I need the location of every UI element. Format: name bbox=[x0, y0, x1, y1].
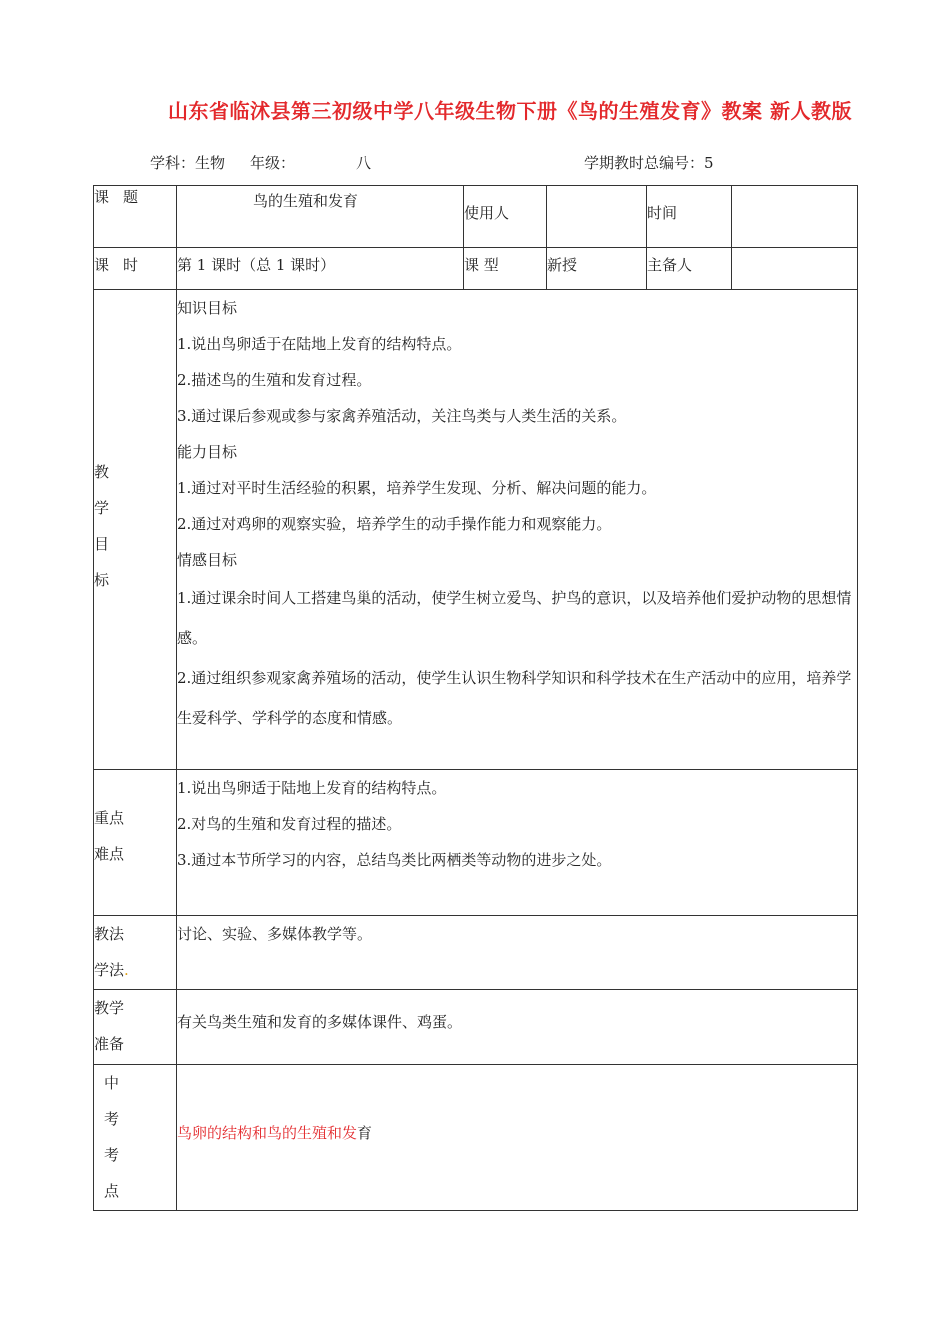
exam-label: 中 考 考 点 bbox=[94, 1065, 177, 1211]
methods-content bbox=[177, 916, 858, 990]
topic-value: 鸟的生殖和发育 bbox=[249, 190, 362, 211]
type-value: 新授 bbox=[547, 248, 647, 290]
row-topic bbox=[94, 186, 858, 248]
objective-item: 1.说出鸟卵适于在陆地上发育的结构特点。 bbox=[177, 335, 462, 353]
keypoints-content bbox=[177, 770, 858, 916]
owner-label: 主备人 bbox=[647, 248, 732, 290]
grade-value: 八 bbox=[356, 154, 372, 172]
keypoint-item: 3.通过本节所学习的内容，总结鸟类比两栖类等动物的进步之处。 bbox=[177, 851, 612, 869]
objective-item: 2.通过组织参观家禽养殖场的活动，使学生认识生物科学知识和科学技术在生产活动中的应用，培养学生爱科学、学科学的态度和情感。 bbox=[177, 669, 852, 727]
grade-label: 年级： bbox=[250, 154, 296, 172]
methods-label: 教法 学法. bbox=[94, 916, 177, 990]
document-title: 山东省临沭县第三初级中学八年级生物下册《鸟的生殖发育》教案 新人教版 bbox=[168, 99, 852, 123]
objective-item: 2.通过对鸡卵的观察实验，培养学生的动手操作能力和观察能力。 bbox=[177, 515, 612, 533]
objectives-label: 教 学 目 标 bbox=[94, 290, 177, 770]
lesson-number: 学期教时总编号：5 bbox=[584, 154, 714, 172]
objective-item: 2.描述鸟的生殖和发育过程。 bbox=[177, 371, 372, 389]
row-methods bbox=[94, 916, 858, 990]
hours-label: 课时 bbox=[94, 248, 177, 290]
preparation-label: 教学 准备 bbox=[94, 990, 177, 1065]
objective-heading: 情感目标 bbox=[177, 551, 238, 569]
keypoint-item: 2.对鸟的生殖和发育过程的描述。 bbox=[177, 815, 402, 833]
keypoint-item: 1.说出鸟卵适于陆地上发育的结构特点。 bbox=[177, 779, 447, 797]
topic-label: 课题 bbox=[94, 186, 177, 248]
row-keypoints bbox=[94, 770, 858, 916]
topic-cell bbox=[177, 186, 464, 248]
owner-value bbox=[732, 248, 858, 290]
objectives-content bbox=[177, 290, 858, 770]
lesson-plan-table bbox=[93, 185, 858, 1211]
row-exam bbox=[94, 1065, 858, 1211]
type-label: 课 型 bbox=[464, 248, 547, 290]
methods-text: 讨论、实验、多媒体教学等。 bbox=[177, 925, 373, 943]
time-value bbox=[732, 186, 858, 248]
subject-label: 学科：生物 bbox=[150, 154, 226, 172]
row-preparation bbox=[94, 990, 858, 1065]
row-objectives bbox=[94, 290, 858, 770]
exam-content bbox=[177, 1065, 858, 1211]
user-label: 使用人 bbox=[464, 186, 547, 248]
hours-value: 第 1 课时（总 1 课时） bbox=[177, 248, 464, 290]
objective-heading: 能力目标 bbox=[177, 443, 238, 461]
user-value bbox=[547, 186, 647, 248]
time-label: 时间 bbox=[647, 186, 732, 248]
objective-item: 1.通过课余时间人工搭建鸟巢的活动，使学生树立爱鸟、护鸟的意识，以及培养他们爱护动物的思想情感。 bbox=[177, 589, 852, 647]
objective-item: 3.通过课后参观或参与家禽养殖活动，关注鸟类与人类生活的关系。 bbox=[177, 407, 627, 425]
exam-text: 鸟卵的结构和鸟的生殖和发育 bbox=[177, 1124, 373, 1142]
preparation-content bbox=[177, 990, 858, 1065]
keypoints-label: 重点 难点 bbox=[94, 770, 177, 916]
marker-dot: . bbox=[124, 961, 129, 979]
preparation-text: 有关鸟类生殖和发育的多媒体课件、鸡蛋。 bbox=[177, 1013, 463, 1031]
objective-item: 1.通过对平时生活经验的积累，培养学生发现、分析、解决问题的能力。 bbox=[177, 479, 657, 497]
objective-heading: 知识目标 bbox=[177, 299, 238, 317]
row-hours bbox=[94, 248, 858, 290]
